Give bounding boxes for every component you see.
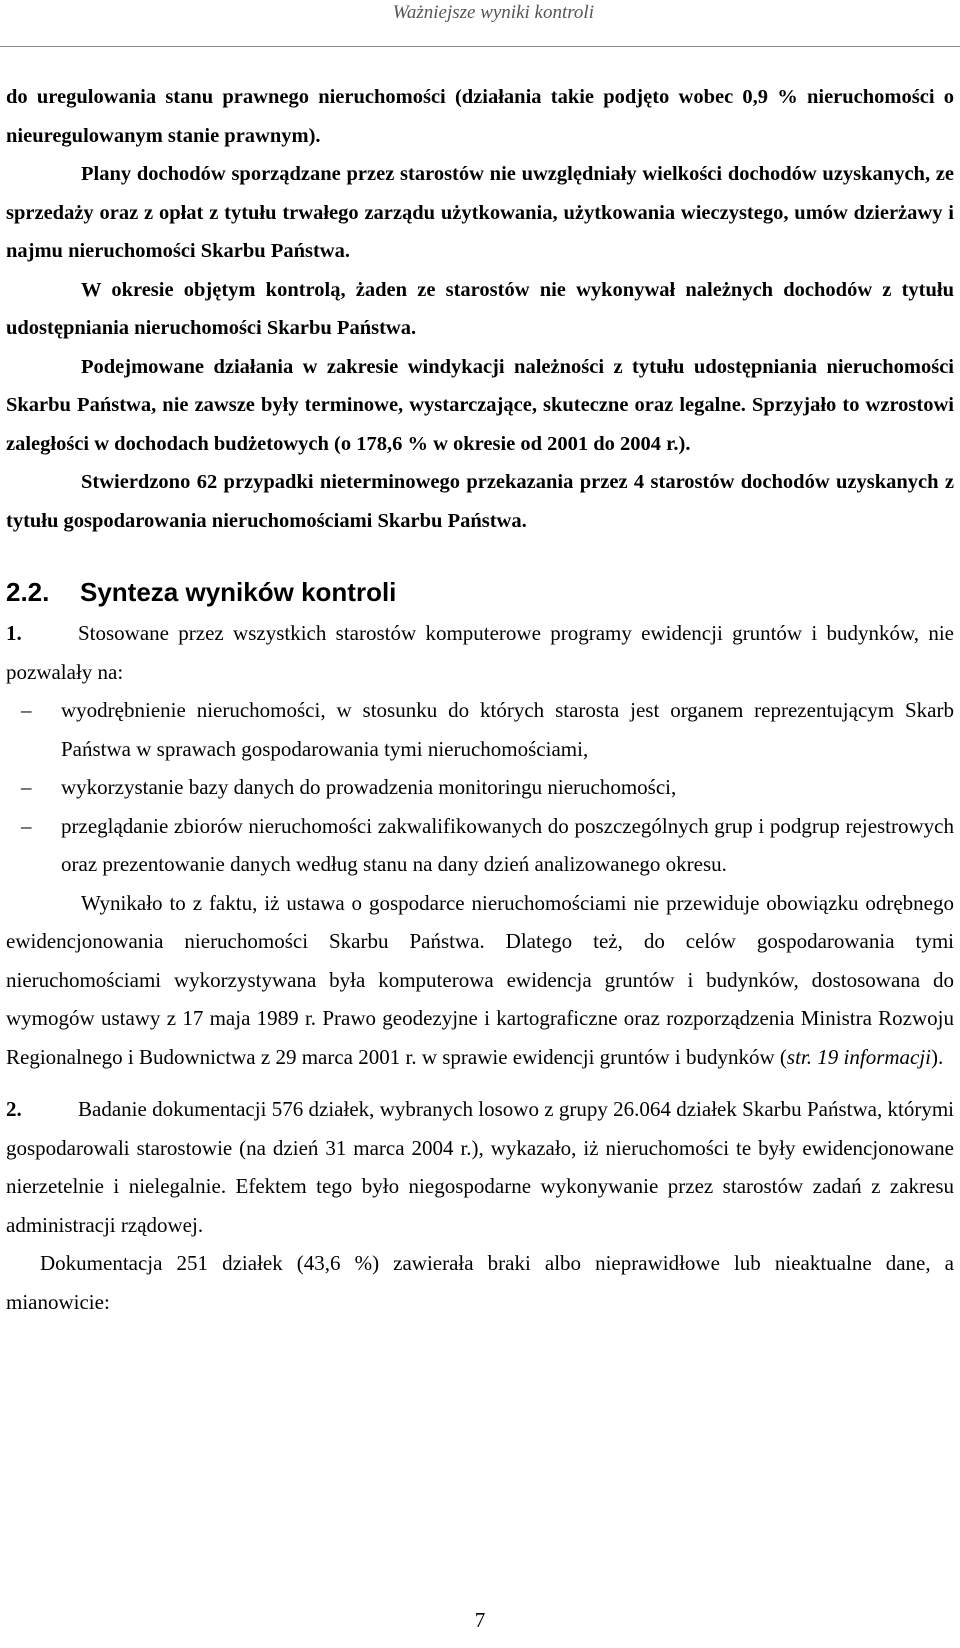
page-header (0, 0, 960, 47)
point-2-text: Badanie dokumentacji 576 działek, wybranych losowo z grupy 26.064 działek Skarbu Państwa, którymi gospodarowali starostowie (na dzień 31 marca 2004 r.), wykazało, iż nieruchomości te były ewidencjonowane nierzetelnie i nielegalnie. Efektem tego było niegospodarne wykonywanie przez starostów zadań z zakresu administracji rządowej. (6, 1097, 954, 1237)
page-content (6, 78, 954, 1321)
paragraph-continuation: do uregulowania stanu prawnego nieruchomości (działania takie podjęto wobec 0,9 % nieruchomości o nieuregulowanym stanie prawnym). (6, 86, 954, 147)
dash-bullet: – (21, 775, 32, 799)
point-2-number: 2. (6, 1097, 22, 1121)
section-heading (6, 570, 954, 614)
paragraph-cases: Stwierdzono 62 przypadki nieterminowego przekazania przez 4 starostów dochodów uzyskanych z tytułu gospodarowania nieruchomościami Skarbu Państwa. (6, 471, 954, 532)
point-1-intro-paragraph (6, 614, 954, 691)
point-2-followup: Dokumentacja 251 działek (43,6 %) zawierała braki albo nieprawidłowe lub nieaktualne dane, a mianowicie: (6, 1251, 954, 1314)
page-number-text: 7 (474, 1608, 486, 1632)
list-item (6, 691, 954, 768)
point-1-reference-close: ). (931, 1044, 944, 1069)
dash-bullet: – (21, 698, 32, 722)
bold-summary-block (6, 78, 954, 540)
section-title: Synteza wyników kontroli (80, 577, 397, 607)
spacer (6, 1076, 954, 1090)
list-item (6, 768, 954, 807)
point-1-intro: Stosowane przez wszystkich starostów komputerowe programy ewidencji gruntów i budynków, nie pozwalały na: (6, 621, 954, 684)
list-item-text: wyodrębnienie nieruchomości, w stosunku do których starosta jest organem reprezentującym Skarb Państwa w sprawach gospodarowania tymi nieruchomościami, (61, 698, 954, 761)
point-1-reference: str. 19 informacji (786, 1044, 932, 1069)
point-1-list (6, 691, 954, 884)
header-title: Ważniejsze wyniki kontroli (392, 2, 594, 23)
list-item-text: przeglądanie zbiorów nieruchomości zakwalifikowanych do poszczególnych grup i podgrup rejestrowych oraz prezentowanie danych według stanu na dany dzień analizowanego okresu. (61, 813, 954, 876)
paragraph-collection: Podejmowane działania w zakresie windykacji należności z tytułu udostępniania nieruchomości Skarbu Państwa, nie zawsze były terminowe, wystarczające, skuteczne oraz legalne. Sprzyjało to wzrostowi zaległości w dochodach budżetowych (o 178,6 % w okresie od 2001 do 2004 r.). (6, 355, 954, 455)
section-number: 2.2. (6, 577, 50, 607)
dash-bullet: – (21, 813, 32, 838)
point-1-followup-text: Wynikało to z faktu, iż ustawa o gospodarce nieruchomościami nie przewiduje obowiązku odrębnego ewidencjonowania nieruchomości Skarbu Państwa. Dlatego też, do celów gospodarowania tymi nieruchomościami wykorzystywana była komputerowa ewidencja gruntów i budynków, dostosowana do wymogów ustawy z 17 maja 1989 r. Prawo geodezyjne i kartograficzne oraz rozporządzenia Ministra Rozwoju Regionalnego i Budownictwa z 29 marca 2001 r. w sprawie ewidencji gruntów i budynków ( (6, 890, 954, 1069)
point-1-followup (6, 884, 954, 1077)
paragraph-period: W okresie objętym kontrolą, żaden ze starostów nie wykonywał należnych dochodów z tytułu udostępniania nieruchomości Skarbu Państwa. (6, 278, 954, 339)
point-1 (6, 614, 954, 1076)
page-number (0, 1608, 960, 1633)
point-2 (6, 1090, 954, 1321)
point-2-paragraph (6, 1090, 954, 1244)
point-1-number: 1. (6, 621, 22, 645)
paragraph-plans: Plany dochodów sporządzane przez starostów nie uwzględniały wielkości dochodów uzyskanych, ze sprzedaży oraz z opłat z tytułu trwałego zarządu użytkowania, użytkowania wieczystego, umów dzierżawy i najmu nieruchomości Skarbu Państwa. (6, 163, 954, 262)
list-item (6, 807, 954, 884)
list-item-text: wykorzystanie bazy danych do prowadzenia monitoringu nieruchomości, (61, 775, 677, 799)
